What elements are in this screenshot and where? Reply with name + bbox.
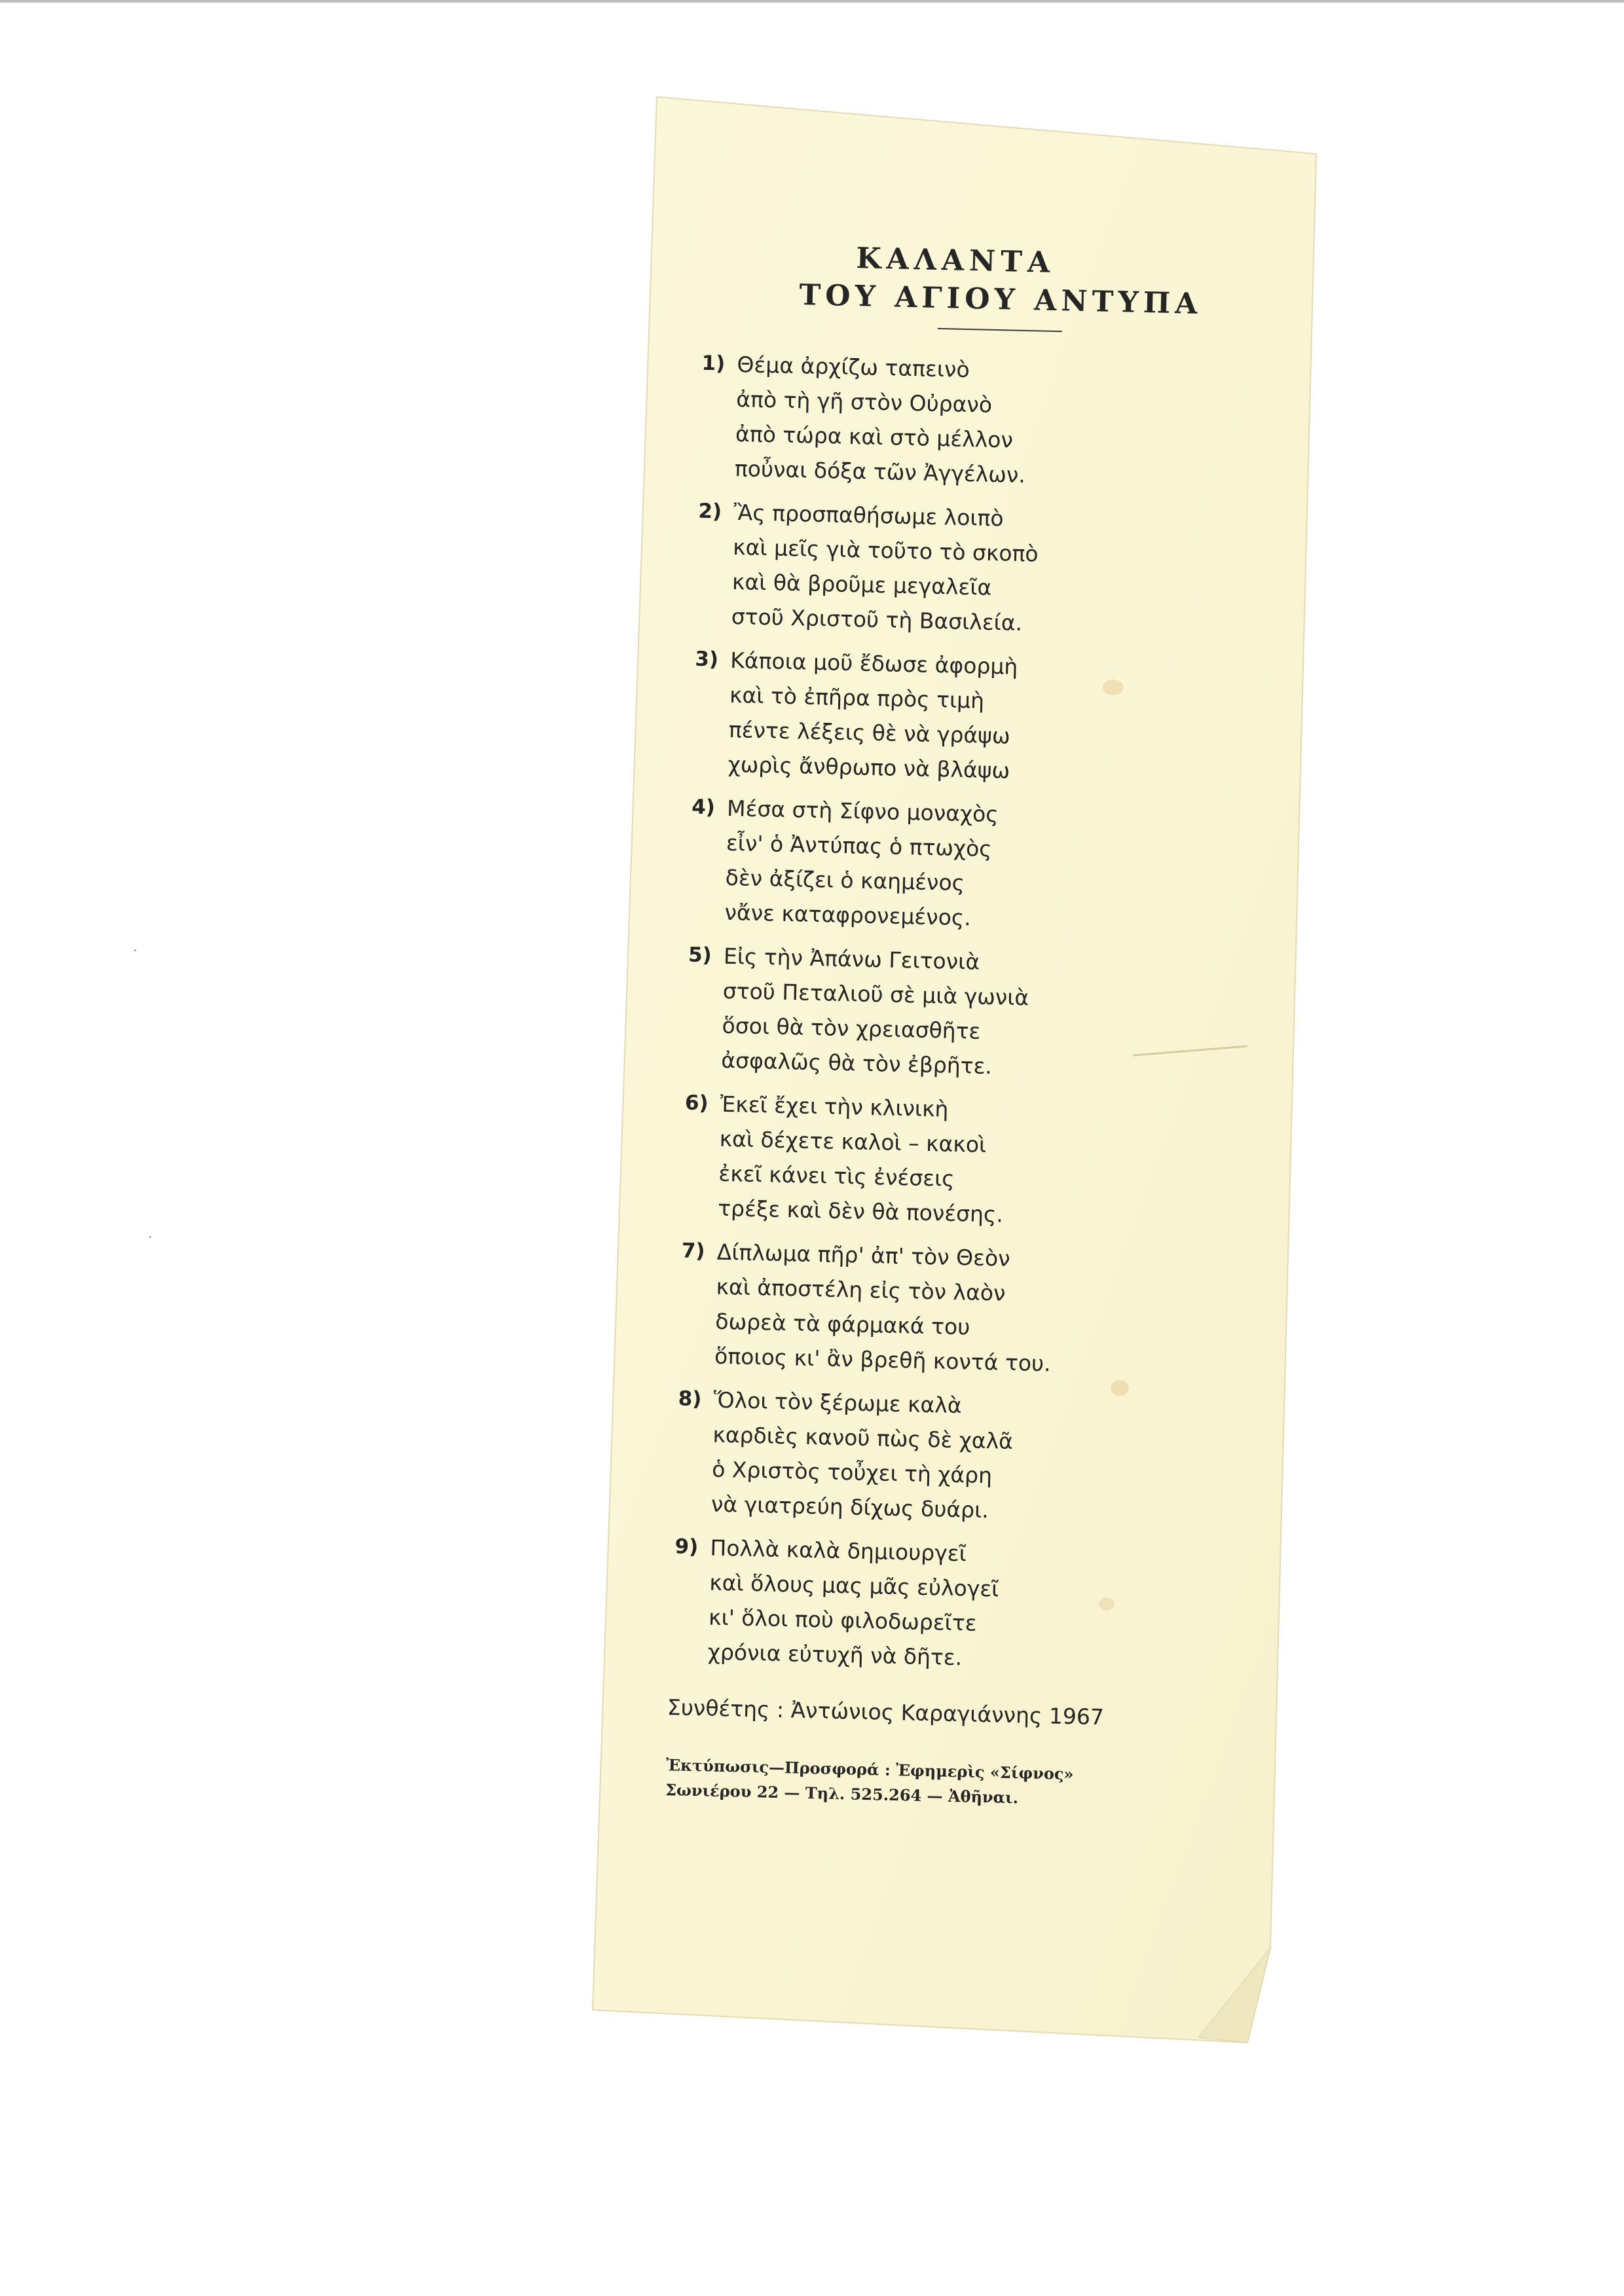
stanza-6: [684, 1087, 1251, 1237]
stanza-number: 6): [684, 1091, 709, 1116]
verse-line: Πολλὰ καλὰ δημιουργεῖ: [710, 1535, 967, 1567]
verse-line: ὁ Χριστὸς τοὖχει τὴ χάρη: [711, 1456, 993, 1489]
stanza-number: 4): [691, 795, 716, 820]
stanza-5: [688, 939, 1255, 1089]
verse-line: ἀσφαλῶς θὰ τὸν ἐβρῆτε.: [721, 1047, 993, 1080]
verse-line: χρόνια εὐτυχῆ νὰ δῆτε.: [707, 1639, 963, 1671]
stanza-7: [681, 1235, 1248, 1385]
verse-line: Θέμα ἀρχίζω ταπεινὸ: [737, 351, 970, 383]
verse-line: καὶ ὅλους μας μᾶς εὐλογεῖ: [709, 1569, 999, 1602]
verse-line: ποὖναι δόξα τῶν Ἀγγέλων.: [734, 455, 1026, 488]
verse-line: ἐκεῖ κάνει τὶς ἐνέσεις: [718, 1160, 955, 1192]
verse-line: Εἰς τὴν Ἀπάνω Γειτονιὰ: [723, 943, 980, 975]
verse-line: στοῦ Χριστοῦ τὴ Βασιλεία.: [731, 603, 1023, 636]
verse-line: νὰ γιατρεύη δίχως δυάρι.: [710, 1491, 989, 1523]
imprint-line-2: Σωνιέρου 22 — Τηλ. 525.264 — Ἀθῆναι.: [665, 1780, 1019, 1808]
verse-line: καὶ θὰ βροῦμε μεγαλεῖα: [731, 568, 992, 600]
stanza-number: 3): [694, 647, 719, 672]
stanza-9: [674, 1531, 1241, 1681]
verse-line: καὶ δέχετε καλοὶ – κακοὶ: [719, 1125, 987, 1157]
stanza-number: 5): [688, 943, 712, 968]
verse-line: τρέξε καὶ δὲν θὰ πονέσης.: [717, 1195, 1004, 1228]
leaflet-content: [646, 236, 1270, 1815]
title-block: [705, 236, 1297, 337]
stanza-number: 7): [681, 1239, 705, 1264]
stanza-number: 8): [678, 1387, 702, 1412]
verse-line: πέντε λέξεις θὲ νὰ γράψω: [728, 716, 1011, 749]
verse-line: καὶ τὸ ἐπῆρα πρὸς τιμὴ: [729, 682, 985, 714]
verse-line: εἶν' ὁ Ἀντύπας ὁ πτωχὸς: [726, 829, 993, 862]
verse-line: δωρεὰ τὰ φάρμακά του: [714, 1308, 970, 1340]
verse-line: ἀπὸ τὴ γῆ στὸν Οὐρανὸ: [735, 386, 993, 418]
verse-line: νἄνε καταφρονεμένος.: [724, 899, 972, 931]
stanza-8: [678, 1383, 1244, 1533]
verse-line: ὅσοι θὰ τὸν χρειασθῆτε: [722, 1012, 981, 1044]
title-line-2: ΤΟΥ ΑΓΙΟΥ ΑΝΤΥΠΑ: [798, 278, 1202, 321]
imprint-line-1: Ἐκτύπωσις—Προσφορά : Ἐφημερὶς «Σίφνος»: [665, 1755, 1074, 1784]
verse-line: Ἂς προσπαθήσωμε λοιπὸ: [733, 499, 1005, 532]
composer-credit: Συνθέτης : Ἀντώνιος Καραγιάννης 1967: [667, 1694, 1105, 1730]
verse-line: ὅποιος κι' ἂν βρεθῆ κοντά του.: [714, 1343, 1052, 1377]
stanza-number: 9): [674, 1535, 699, 1559]
stanza-number: 2): [698, 499, 722, 524]
verse-line: Ἐκεῖ ἔχει τὴν κλινικὴ: [720, 1091, 949, 1122]
title-underline: [938, 328, 1062, 332]
verse-line: καρδιὲς κανοῦ πὼς δὲ χαλᾶ: [712, 1421, 1014, 1454]
verse-line: δὲν ἀξίζει ὁ καημένος: [725, 864, 965, 896]
verse-line: καὶ ἀποστέλη εἰς τὸν λαὸν: [716, 1273, 1006, 1306]
stanza-number: 1): [701, 351, 726, 376]
verse-line: ἀπὸ τώρα καὶ στὸ μέλλον: [735, 420, 1014, 453]
stanza-3: [694, 643, 1261, 793]
verse-line: Ὅλοι τὸν ξέρωμε καλὰ: [713, 1387, 963, 1419]
stanza-2: [698, 495, 1264, 646]
verse-line: χωρὶς ἄνθρωπο νὰ βλάψω: [728, 751, 1010, 784]
stanza-4: [691, 791, 1258, 941]
verse-line: Κάποια μοῦ ἔδωσε ἀφορμὴ: [729, 647, 1018, 680]
title-line-1: ΚΑΛΑΝΤΑ: [855, 242, 1056, 280]
verse-line: Δίπλωμα πῆρ' ἀπ' τὸν Θεὸν: [716, 1239, 1011, 1271]
stanza-list: [674, 347, 1268, 1681]
stanza-1: [701, 347, 1268, 498]
verse-line: Μέσα στὴ Σίφνο μοναχὸς: [726, 795, 999, 828]
verse-line: κι' ὅλοι ποὺ φιλοδωρεῖτε: [708, 1604, 978, 1636]
verse-line: στοῦ Πεταλιοῦ σὲ μιὰ γωνιὰ: [722, 977, 1029, 1011]
verse-line: καὶ μεῖς γιὰ τοῦτο τὸ σκοπὸ: [732, 534, 1039, 567]
